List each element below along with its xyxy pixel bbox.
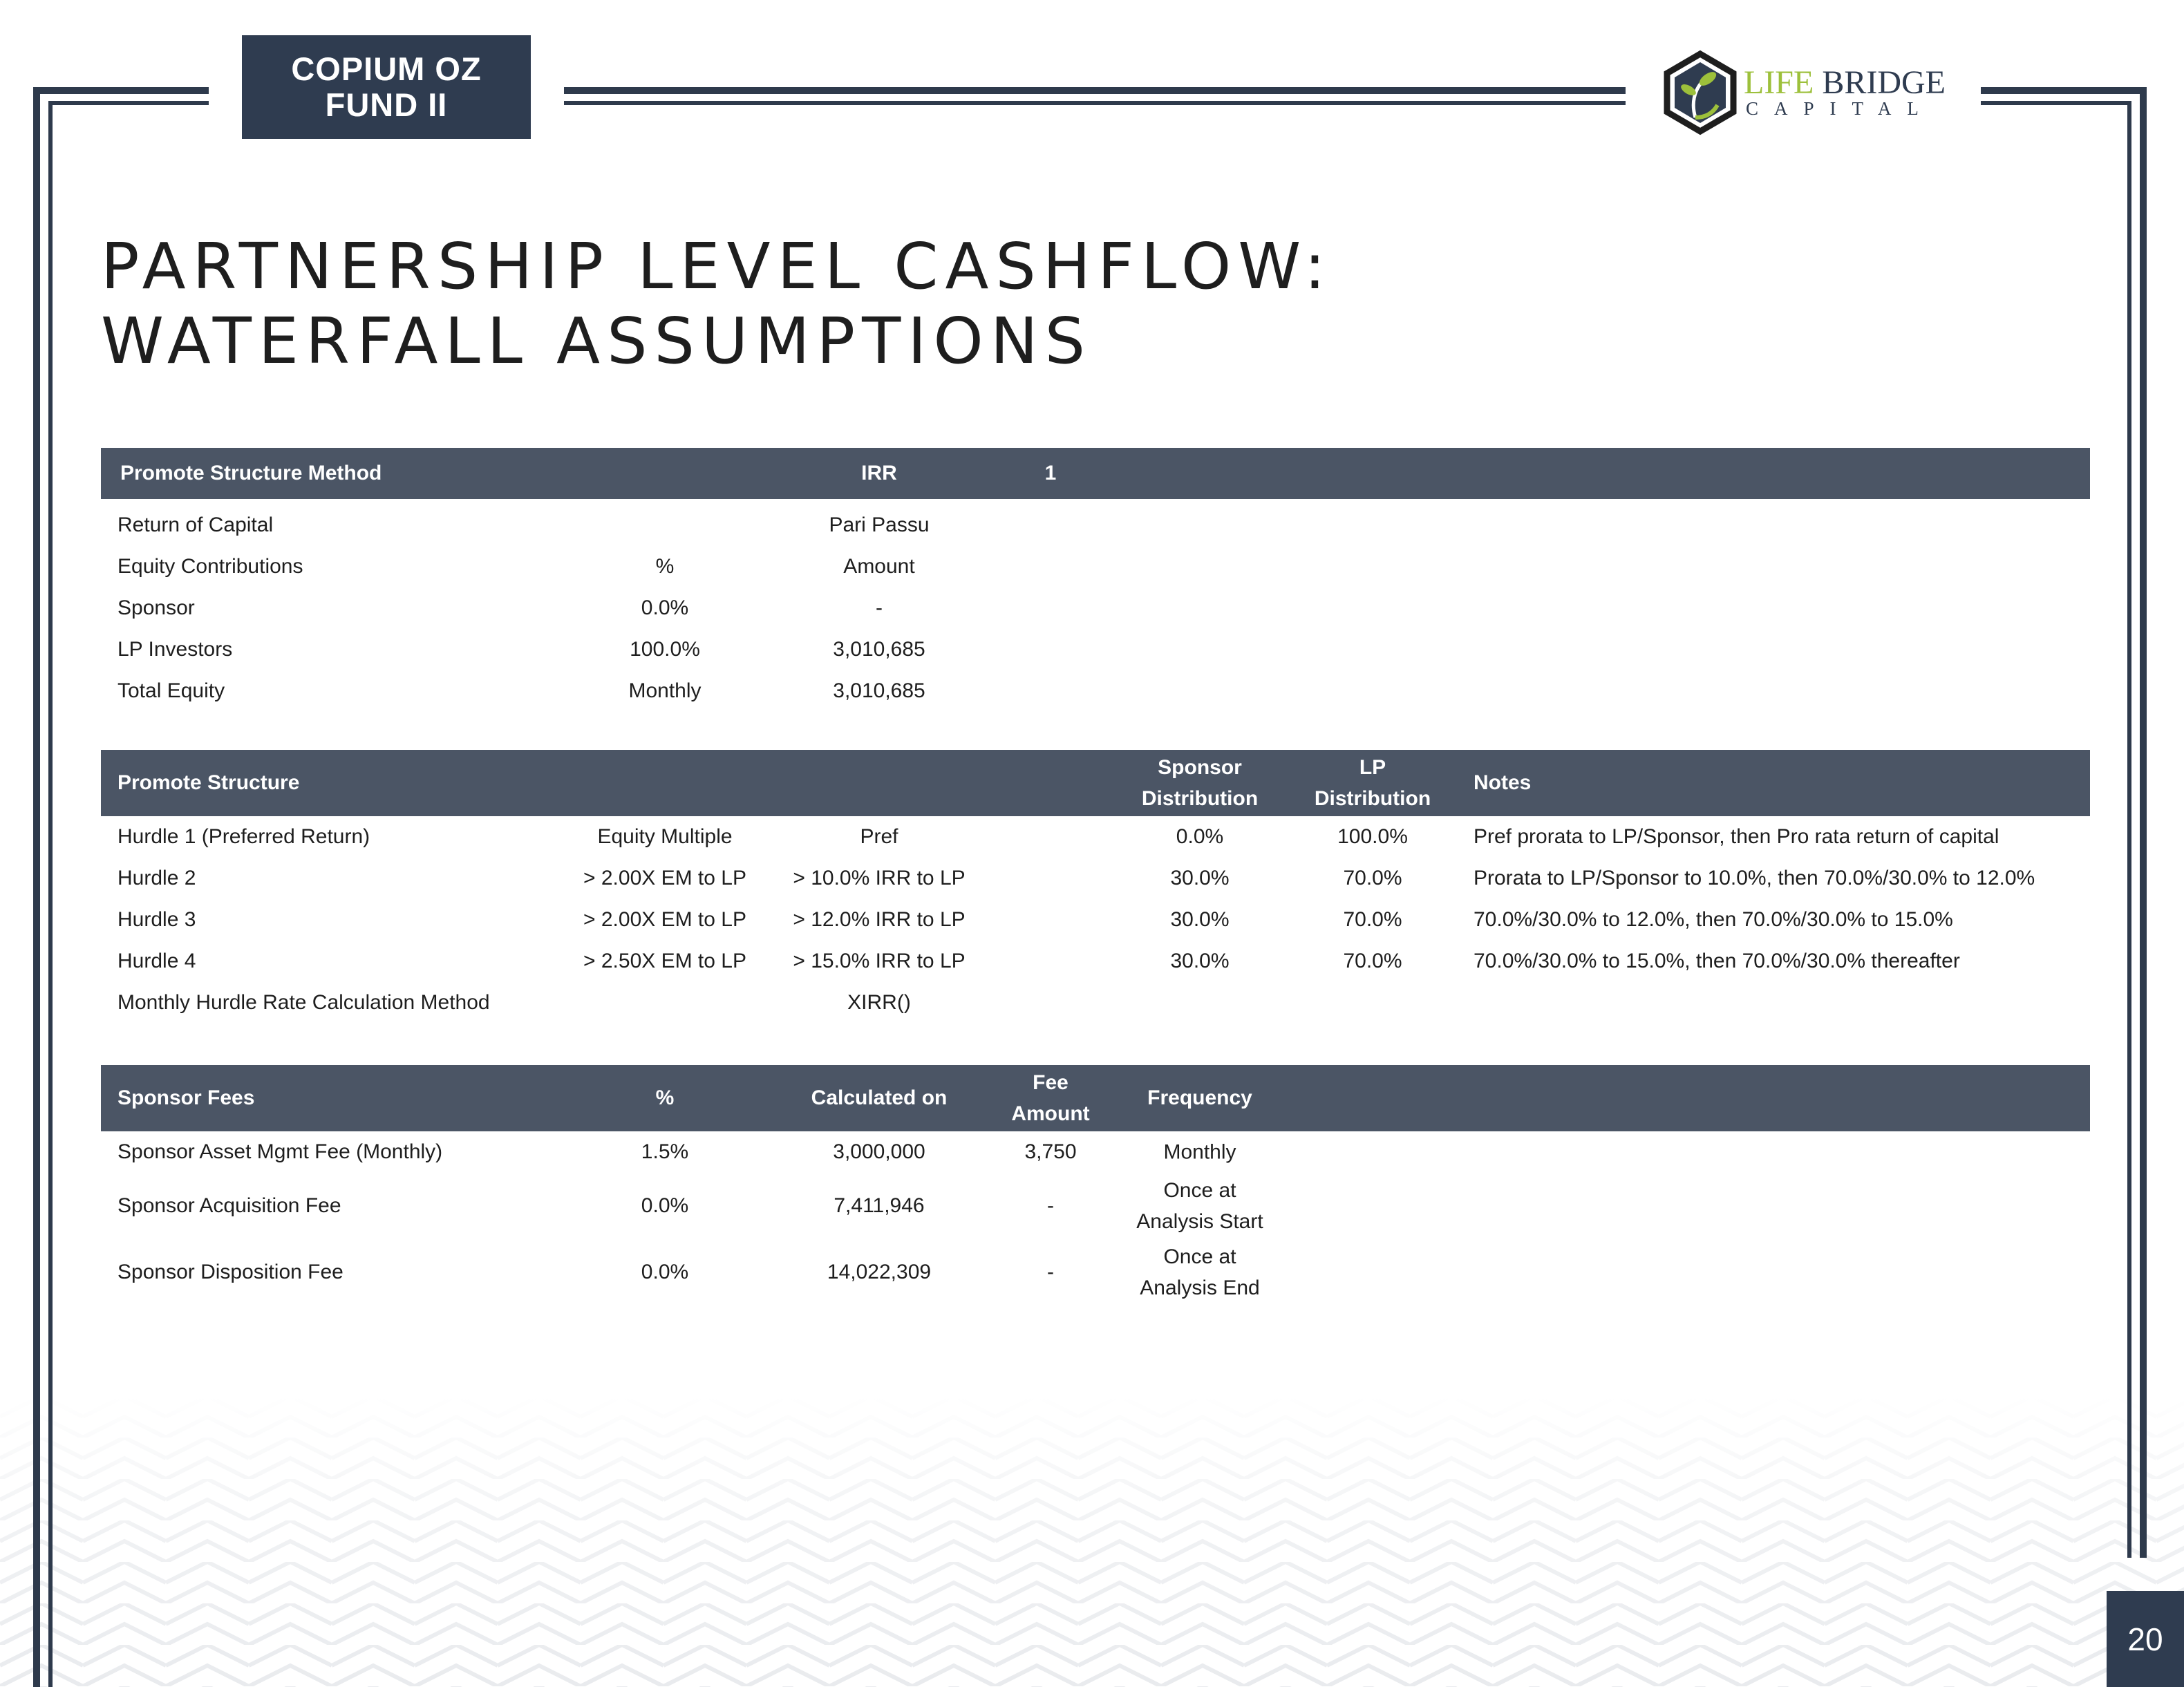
hurdle-irr: XIRR() [847,991,911,1014]
hurdle-notes: 70.0%/30.0% to 15.0%, then 70.0%/30.0% thereafter [1474,950,1960,972]
fee-label: Sponsor Disposition Fee [117,1261,343,1283]
hurdle-lp-dist: 70.0% [1343,950,1402,972]
hurdle-sponsor-dist: 30.0% [1170,867,1230,889]
hurdle-irr: Pref [860,825,898,848]
row-label: Equity Contributions [117,555,303,578]
row-label: Sponsor [117,596,195,619]
fund-badge-line2: FUND II [325,86,448,123]
hurdle-irr: > 15.0% IRR to LP [793,950,966,972]
hurdle-lp-dist: 70.0% [1343,908,1402,931]
fee-calc-on: 3,000,000 [833,1140,925,1163]
fee-pct: 1.5% [641,1140,689,1163]
header-irr: IRR [861,462,897,484]
header-value: 1 [1044,462,1057,484]
hexagon-leaf-icon [1662,48,1738,138]
table-row [101,670,2090,712]
fund-badge-line1: COPIUM OZ [291,50,482,87]
fee-amount: 3,750 [1024,1140,1077,1163]
row-pct: 0.0% [641,596,689,619]
header-calculated-on: Calculated on [811,1086,948,1109]
hurdle-irr: > 10.0% IRR to LP [793,867,966,889]
header-pct: % [655,1086,675,1109]
hurdle-sponsor-dist: 0.0% [1176,825,1224,848]
frame-left-outer [33,87,40,1687]
row-label: Return of Capital [117,513,274,536]
header-frequency: Frequency [1147,1086,1252,1109]
company-logo [1662,48,1952,138]
row-amount: Amount [843,555,915,578]
frame-top-left-inner [48,101,209,105]
row-amount: - [876,596,883,619]
logo-wordmark [1744,64,1946,102]
logo-subtitle: CAPITAL [1746,98,1934,119]
fee-calc-on: 7,411,946 [834,1194,925,1217]
frame-top-left-outer [33,87,209,94]
promote-structure-header [101,750,2090,816]
row-amount: 3,010,685 [833,638,925,661]
frame-right-inner [2127,101,2131,1558]
header-sponsor-fees: Sponsor Fees [117,1086,255,1109]
fee-amount: - [1047,1194,1054,1217]
row-label: LP Investors [117,638,233,661]
page-title-line2: WATERFALL ASSUMPTIONS [101,304,1093,378]
hurdle-notes: Pref prorata to LP/Sponsor, then Pro rata return of capital [1474,825,1999,848]
hurdle-label: Hurdle 1 (Preferred Return) [117,825,370,848]
row-pct: % [655,555,675,578]
header-promote-structure-method: Promote Structure Method [120,462,382,484]
header-promote-structure: Promote Structure [117,771,300,794]
fee-frequency: Once at Analysis End [1140,1245,1260,1299]
frame-top-mid-outer [564,87,1626,94]
fee-pct: 0.0% [641,1194,689,1217]
fee-frequency: Once at Analysis Start [1136,1179,1263,1233]
hurdle-em: > 2.50X EM to LP [583,950,746,972]
hurdle-notes: Prorata to LP/Sponsor to 10.0%, then 70.0%/30.0% to 12.0% [1474,867,2035,889]
hurdle-sponsor-dist: 30.0% [1170,908,1230,931]
fee-amount: - [1047,1261,1054,1283]
logo-word-life: LIFE [1744,64,1814,101]
table-row [101,546,2090,587]
table-row [101,941,2090,982]
table-row [101,858,2090,899]
hurdle-label: Monthly Hurdle Rate Calculation Method [117,991,490,1014]
table-row [101,1173,2090,1239]
frame-top-right-outer [1981,87,2147,94]
row-pct: 100.0% [630,638,700,661]
hurdle-notes: 70.0%/30.0% to 12.0%, then 70.0%/30.0% to 15.0% [1474,908,1953,931]
row-label: Total Equity [117,679,225,702]
table-row [101,505,2090,546]
hurdle-lp-dist: 100.0% [1337,825,1408,848]
frame-top-mid-inner [564,101,1626,105]
sponsor-fees-header [101,1065,2090,1131]
row-pct: Monthly [628,679,702,702]
hurdle-sponsor-dist: 30.0% [1170,950,1230,972]
header-notes: Notes [1474,771,1532,794]
fee-pct: 0.0% [641,1261,689,1283]
promote-method-header [101,448,2090,499]
fee-label: Sponsor Acquisition Fee [117,1194,341,1217]
chevron-background-pattern [0,1396,2184,1687]
sponsor-fees-table [101,1065,2090,1306]
promote-method-table [101,448,2090,712]
row-amount: 3,010,685 [833,679,925,702]
header-lp-distribution: LP Distribution [1314,756,1431,810]
table-row [101,816,2090,858]
page-title [101,229,1333,379]
hurdle-em: > 2.00X EM to LP [583,908,746,931]
table-row [101,1131,2090,1173]
frame-top-right-inner [1981,101,2131,105]
table-row [101,982,2090,1024]
frame-right-outer [2140,87,2147,1558]
fee-label: Sponsor Asset Mgmt Fee (Monthly) [117,1140,443,1163]
table-row [101,1239,2090,1306]
fund-badge [242,35,531,139]
hurdle-em: > 2.00X EM to LP [583,867,746,889]
table-row [101,629,2090,670]
hurdle-label: Hurdle 2 [117,867,196,889]
fee-calc-on: 14,022,309 [827,1261,932,1283]
fee-frequency: Monthly [1163,1140,1236,1164]
header-fee-amount: Fee Amount [1011,1071,1090,1125]
promote-structure-table [101,750,2090,1024]
table-row [101,899,2090,941]
page-title-line1: PARTNERSHIP LEVEL CASHFLOW: [101,229,1333,303]
page-number [2107,1591,2184,1687]
table-row [101,587,2090,629]
row-amount: Pari Passu [829,513,930,536]
hurdle-label: Hurdle 3 [117,908,196,931]
hurdle-lp-dist: 70.0% [1343,867,1402,889]
logo-word-bridge: BRIDGE [1822,64,1946,101]
header-sponsor-distribution: Sponsor Distribution [1141,756,1259,810]
hurdle-irr: > 12.0% IRR to LP [793,908,966,931]
frame-left-inner [48,101,53,1687]
hurdle-em: Equity Multiple [597,825,733,848]
page-number-text: 20 [2127,1621,2163,1657]
hurdle-label: Hurdle 4 [117,950,196,972]
